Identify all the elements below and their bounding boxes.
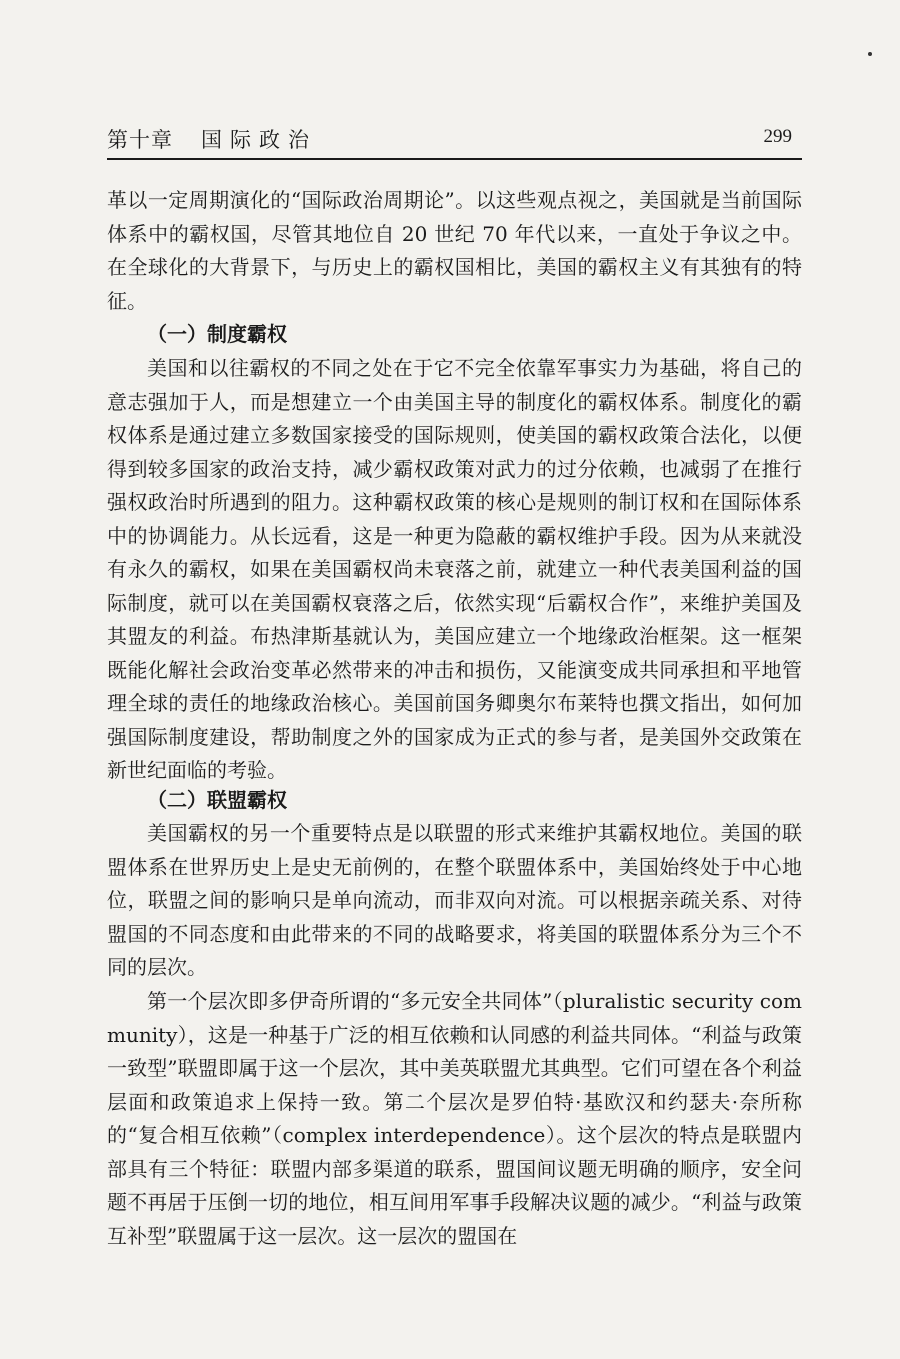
paragraph-institutional-hegemony: 美国和以往霸权的不同之处在于它不完全依靠军事实力为基础，将自己的意志强加于人，而是想建立一个由美国主导的制度化的霸权体系。制度化的霸权体系是通过建立多数国家接受的国际规则，使美国的霸权政策合法化，以便得到较多国家的政治支持，减少霸权政策对武力的过分依赖，也减弱了在推行强权政治时所遇到的阻力。这种霸权政策的核心是规则的制订权和在国际体系中的协调能力。从长远看，这是一种更为隐蔽的霸权维护手段。因为从来就没有永久的霸权，如果在美国霸权尚未衰落之前，就建立一种代表美国利益的国际制度，就可以在美国霸权衰落之后，依然实现“后霸权合作”，来维护美国及其盟友的利益。布热津斯基就认为，美国应建立一个地缘政治框架。这一框架既能化解社会政治变革必然带来的冲击和损伤，又能演变成共同承担和平地管理全球的责任的地缘政治核心。美国前国务卿奥尔布莱特也撰文指出，如何加强国际制度建设，帮助制度之外的国家成为正式的参与者，是美国外交政策在新世纪面临的考验。 (107, 356, 802, 782)
header-rule (107, 158, 802, 160)
paragraph-alliance-levels: 第一个层次即多伊奇所谓的“多元安全共同体”（pluralistic security community），这是一种基于广泛的相互依赖和认同感的利益共同体。“利益与政策一致型”联盟即属于这一个层次，其中美英联盟尤其典型。它们可望在各个利益层面和政策追求上保持一致。第二个层次是罗伯特·基欧汉和约瑟夫·奈所称的“复合相互依赖”（complex interdependence）。这个层次的特点是联盟内部具有三个特征：联盟内部多渠道的联系，盟国间议题无明确的顺序，安全问题不再居于压倒一切的地位，相互间用军事手段解决议题的减少。“利益与政策互补型”联盟属于这一层次。这一层次的盟国在 (107, 989, 802, 1248)
section-heading-alliance-hegemony: （二）联盟霸权 (147, 788, 287, 812)
paragraph-continuation: 革以一定周期演化的“国际政治周期论”。以这些观点视之，美国就是当前国际体系中的霸权国，尽管其地位自 20 世纪 70 年代以来，一直处于争议之中。在全球化的大背景下，与历史上的霸权国相比，美国的霸权主义有其独有的特征。 (107, 188, 802, 313)
section-heading-institutional-hegemony: （一）制度霸权 (147, 322, 287, 346)
chapter-title: 国际政治 (201, 128, 317, 152)
page-number: 299 (763, 126, 792, 147)
scan-speck (868, 52, 872, 56)
paragraph-alliance-hegemony: 美国霸权的另一个重要特点是以联盟的形式来维护其霸权地位。美国的联盟体系在世界历史上是史无前例的，在整个联盟体系中，美国始终处于中心地位，联盟之间的影响只是单向流动，而非双向对流。可以根据亲疏关系、对待盟国的不同态度和由此带来的不同的战略要求，将美国的联盟体系分为三个不同的层次。 (107, 821, 802, 979)
running-header (107, 122, 802, 156)
chapter-label: 第十章 (107, 128, 173, 152)
